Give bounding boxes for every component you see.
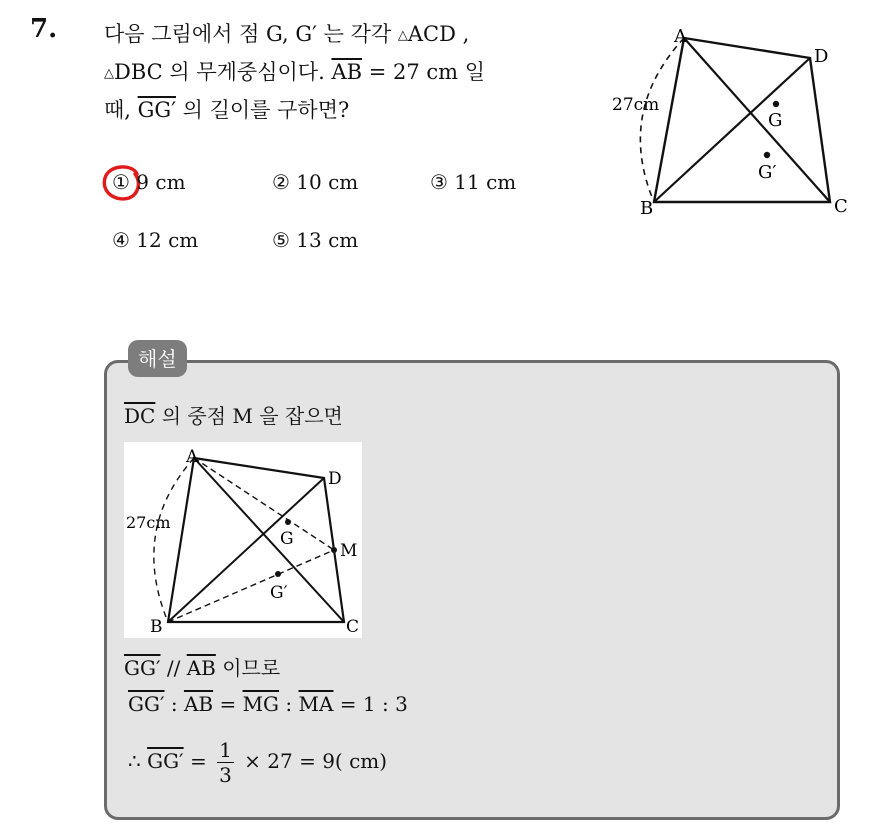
choice-mark: ① <box>112 170 130 194</box>
solution-figure <box>124 442 362 638</box>
question-stem <box>104 16 604 128</box>
segment-ma: $\overline{MA}$ <box>298 692 334 716</box>
median-bm <box>168 550 334 622</box>
question-figure <box>608 22 858 222</box>
solution-line-1 <box>124 400 343 429</box>
triangle-icon: △ <box>104 66 114 81</box>
label-gp: G′ <box>758 162 777 183</box>
segment-ab: $\overline{AB}$ <box>331 60 363 84</box>
segment-ab: $\overline{AB}$ <box>186 656 216 680</box>
label-g: G <box>768 110 783 131</box>
colon: : <box>279 692 299 716</box>
stem-text: 때, <box>104 98 138 122</box>
stem-text: = 27 cm 일 <box>362 60 486 84</box>
segment-ggp: GG′ <box>137 98 176 122</box>
fraction-one-third <box>217 738 234 787</box>
choice-5[interactable] <box>272 228 358 252</box>
label-length: 27cm <box>126 513 171 532</box>
solution-text: 이므로 <box>215 656 281 680</box>
question-number: 7. <box>30 14 58 44</box>
diagonal-bd <box>168 478 324 622</box>
stem-text: 의 길이를 구하면? <box>175 98 350 122</box>
solution-line-2 <box>124 652 280 681</box>
choice-text: 13 cm <box>296 228 359 252</box>
diagonal-ac <box>684 38 830 202</box>
choice-text: 9 cm <box>136 170 186 194</box>
label-a: A <box>186 447 199 467</box>
arc-ab <box>640 38 684 202</box>
label-length: 27cm <box>612 95 660 115</box>
choice-1[interactable] <box>112 170 186 194</box>
choice-mark: ④ <box>112 228 130 252</box>
segment-ab: $\overline{AB}$ <box>183 692 214 716</box>
solution-tag: 해설 <box>128 340 187 377</box>
label-d: D <box>814 46 829 67</box>
choice-3[interactable] <box>430 170 516 194</box>
equals: = <box>213 692 243 716</box>
label-c: C <box>346 617 360 637</box>
choice-text: 10 cm <box>296 170 359 194</box>
fraction-numerator: 1 <box>219 738 232 762</box>
stem-text: ACD , <box>407 22 470 46</box>
triangle-icon: △ <box>397 28 408 43</box>
solution-text: 의 중점 M 을 잡으면 <box>155 404 343 428</box>
equals: = <box>183 749 214 773</box>
median-am <box>194 458 334 550</box>
label-d: D <box>328 469 342 489</box>
label-c: C <box>834 196 848 217</box>
choice-2[interactable] <box>272 170 358 194</box>
segment-ggp: GG′ <box>128 692 165 716</box>
result-text: × 27 = 9( cm) <box>237 749 388 773</box>
label-b: B <box>640 198 654 219</box>
point-g <box>285 519 291 525</box>
choice-mark: ⑤ <box>272 228 290 252</box>
choice-mark: ③ <box>430 170 448 194</box>
choice-mark: ② <box>272 170 290 194</box>
label-m: M <box>340 541 358 561</box>
point-g <box>773 101 779 107</box>
segment-dc: $\overline{DC}$ <box>124 404 156 428</box>
colon: : <box>164 692 184 716</box>
segment-ggp: GG′ <box>124 656 161 680</box>
choice-text: 11 cm <box>454 170 517 194</box>
choice-text: 12 cm <box>136 228 199 252</box>
therefore-symbol: ∴ <box>128 749 148 773</box>
label-gp: G′ <box>270 583 288 603</box>
point-gp <box>275 571 281 577</box>
stem-text: 다음 그림에서 점 G, G′ 는 각각 <box>104 22 398 46</box>
ratio-text: = 1 : 3 <box>333 692 408 716</box>
label-g: G <box>280 529 294 549</box>
choice-4[interactable] <box>112 228 198 252</box>
segment-ggp: GG′ <box>147 749 184 773</box>
segment-mg: $\overline{MG}$ <box>242 692 280 716</box>
diagonal-ac <box>194 458 344 622</box>
solution-line-3 <box>128 692 408 716</box>
arc-ab <box>154 458 194 622</box>
point-m <box>331 547 337 553</box>
stem-text: DBC 의 무게중심이다. <box>114 60 332 84</box>
point-gp <box>764 152 770 158</box>
label-a: A <box>674 26 687 47</box>
fraction-denominator: 3 <box>219 763 232 787</box>
label-b: B <box>150 617 163 637</box>
parallel-symbol: // <box>160 656 187 680</box>
solution-line-4 <box>128 738 387 787</box>
